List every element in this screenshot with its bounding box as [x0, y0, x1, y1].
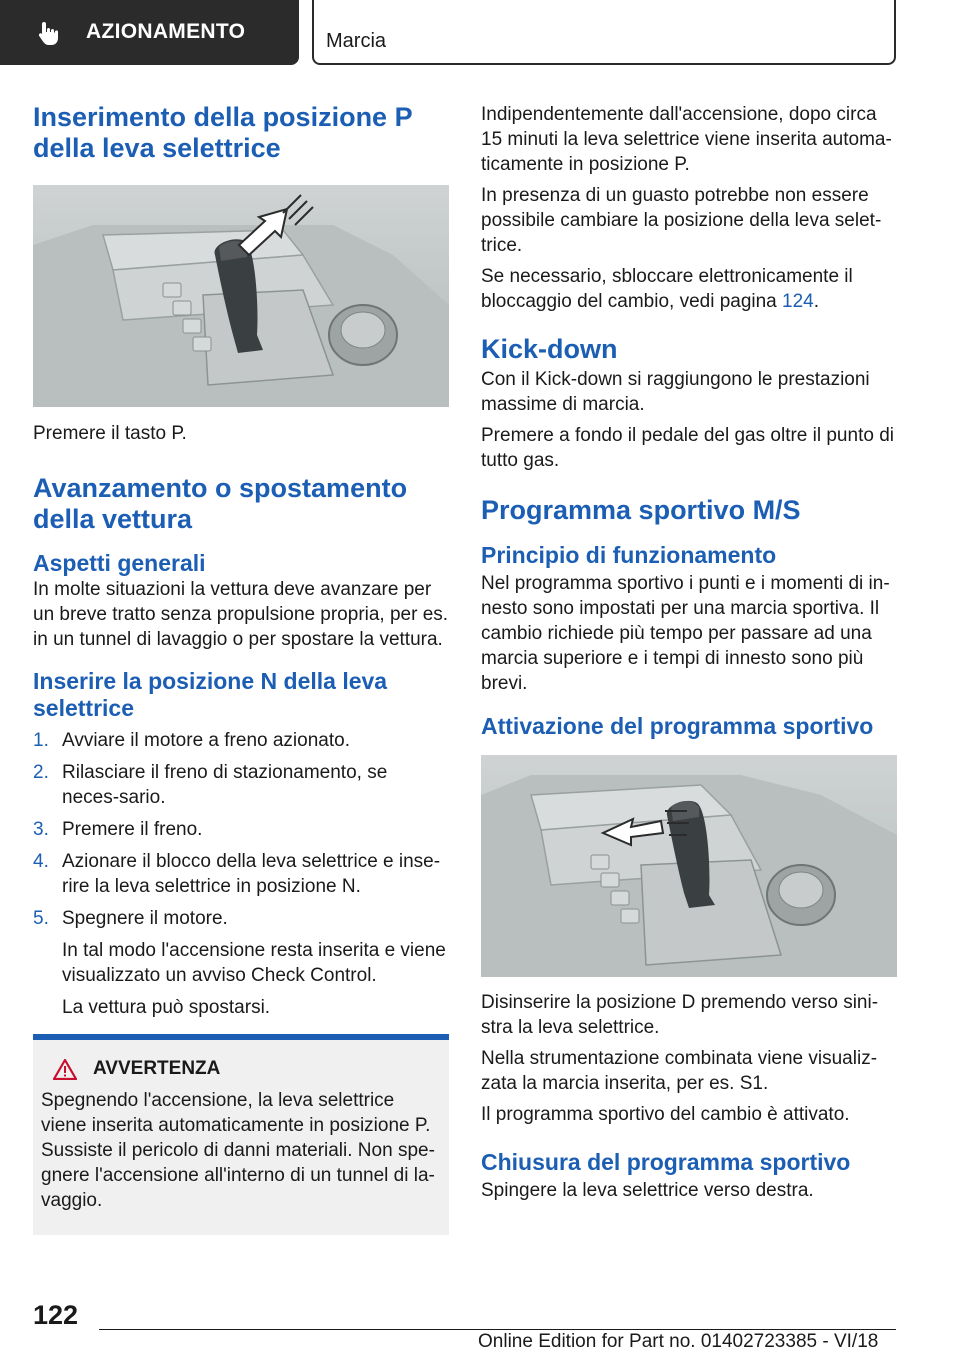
activate-paragraph-1: Disinserire la posizione D premendo verso sini-stra la leva selettrice. — [481, 992, 879, 1038]
page-number: 122 — [33, 1300, 79, 1330]
heading-principle: Principio di funzionamento — [481, 542, 777, 568]
intro-paragraph-3: Se necessario, sbloccare elettronicamente il bloccaggio del cambio, vedi pagina 124. — [481, 266, 853, 312]
warning-text: Spegnendo l'accensione, la leva selettrice viene inserita automaticamente in posizione P. Sussiste il pericolo di danni materiali. Non spe-gnere l'accensione all'interno di un tunnel di la-vaggio. — [41, 1090, 435, 1211]
gear-selector-illustration-sport — [481, 755, 897, 977]
step5-subtext-2: La vettura può spostarsi. — [62, 997, 271, 1018]
footer-edition: Online Edition for Part no. 01402723385 - VI/18 — [478, 1331, 879, 1352]
activate-paragraph-2: Nella strumentazione combinata viene visualiz-zata la marcia inserita, per es. S1. — [481, 1048, 878, 1094]
warning-box — [33, 1040, 449, 1235]
intro-paragraph-1: Indipendentemente dall'accensione, dopo circa 15 minuti la leva selettrice viene inserita automa-ticamente in posizione P. — [481, 104, 892, 175]
footer-divider — [99, 1329, 896, 1330]
list-item: 1. Avviare il motore a freno azionato. — [33, 730, 350, 751]
heading-general-aspects: Aspetti generali — [33, 550, 206, 576]
heading-move-vehicle: Avanzamento o spostamento della vettura — [33, 473, 408, 534]
heading-activate-sport: Attivazione del programma sportivo — [481, 713, 874, 739]
header-chapter-title: Marcia — [326, 30, 387, 52]
list-item: 2. Rilasciare il freno di stazionamento, se neces-sario. — [33, 762, 388, 808]
page-link-124[interactable]: 124 — [782, 291, 814, 312]
kickdown-paragraph-2: Premere a fondo il pedale del gas oltre il punto di tutto gas. — [481, 425, 894, 471]
header-chapter-tab — [312, 0, 896, 65]
warning-title: AVVERTENZA — [41, 1058, 441, 1080]
heading-insert-n: Inserire la posizione N della leva selettrice — [33, 668, 388, 721]
intro-paragraph-2: In presenza di un guasto potrebbe non essere possibile cambiare la posizione della leva selet-trice. — [481, 185, 882, 256]
kickdown-paragraph-1: Con il Kick-down si raggiungono le prestazioni massime di marcia. — [481, 369, 870, 415]
list-item: 5. Spegnere il motore. — [33, 908, 228, 929]
activate-paragraph-3: Il programma sportivo del cambio è attivato. — [481, 1104, 850, 1125]
step5-subtext-1: In tal modo l'accensione resta inserita e viene visualizzato un avviso Check Control. — [62, 940, 446, 986]
general-aspects-text: In molte situazioni la vettura deve avanzare per un breve tratto senza propulsione propria, per es. in un tunnel di lavaggio o per spostare la vettura. — [33, 579, 449, 650]
steps-list — [33, 728, 449, 931]
heading-close-sport: Chiusura del programma sportivo — [481, 1149, 851, 1175]
left-column — [33, 102, 449, 1235]
list-item: 4. Azionare il blocco della leva selettrice e inse-rire la leva selettrice in posizione N. — [33, 851, 441, 897]
gear-selector-illustration-p — [33, 185, 449, 407]
hand-pointer-icon — [36, 20, 62, 46]
warning-triangle-icon — [53, 1059, 77, 1080]
principle-text: Nel programma sportivo i punti e i momenti di in-nesto sono impostati per una marcia sportiva. Il cambio richiede più tempo per passare ad una marcia superiore e i tempi di innesto sono più brevi. — [481, 573, 890, 694]
caption-press-p: Premere il tasto P. — [33, 423, 187, 444]
header-section-tab — [0, 0, 299, 65]
close-sport-text: Spingere la leva selettrice verso destra. — [481, 1180, 814, 1201]
right-column — [481, 102, 897, 1203]
heading-insert-p: Inserimento della posizione P della leva selettrice — [33, 102, 413, 163]
heading-kickdown: Kick-down — [481, 334, 618, 364]
header-section-title: AZIONAMENTO — [86, 20, 246, 43]
list-item: 3. Premere il freno. — [33, 819, 203, 840]
heading-sport-program: Programma sportivo M/S — [481, 495, 801, 525]
